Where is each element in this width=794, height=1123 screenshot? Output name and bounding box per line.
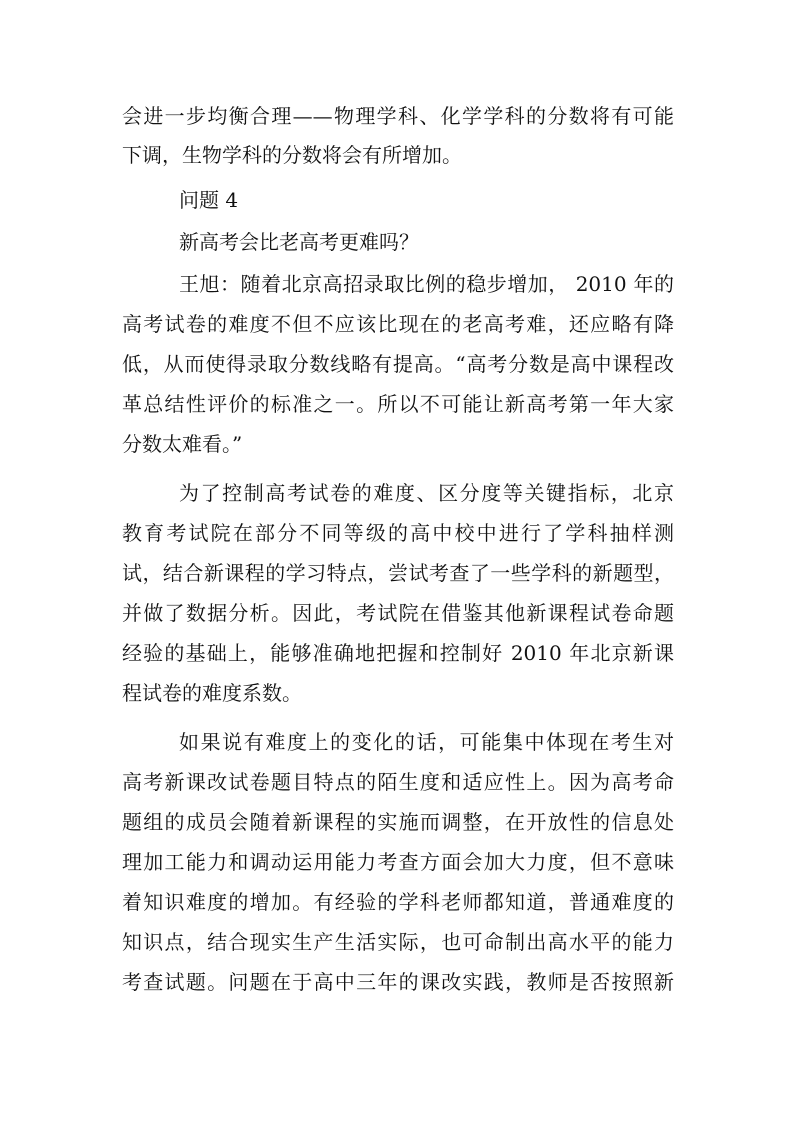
text-line: 低，从而使得录取分数线略有提高。“高考分数是高中课程改 xyxy=(122,352,674,376)
text-line: 理加工能力和调动运用能力考查方面会加大力度，但不意味 xyxy=(122,850,674,874)
section-heading: 问题 4 xyxy=(179,188,239,212)
text-line: 经验的基础上，能够准确地把握和控制好 2010 年北京新课 xyxy=(122,641,674,665)
text-line: 高考新课改试卷题目特点的陌生度和适应性上。因为高考命 xyxy=(122,770,674,794)
text-line: 如果说有难度上的变化的话，可能集中体现在考生对 xyxy=(179,730,674,754)
text-line: 题组的成员会随着新课程的实施而调整，在开放性的信息处 xyxy=(122,810,674,834)
question-text: 新高考会比老高考更难吗？ xyxy=(179,230,419,254)
text-line: 并做了数据分析。因此，考试院在借鉴其他新课程试卷命题 xyxy=(122,601,674,625)
text-line: 高考试卷的难度不但不应该比现在的老高考难，还应略有降 xyxy=(122,312,674,336)
text-line: 下调，生物学科的分数将会有所增加。 xyxy=(122,143,462,167)
text-line: 为了控制高考试卷的难度、区分度等关键指标，北京 xyxy=(179,481,674,505)
text-line: 试，结合新课程的学习特点，尝试考查了一些学科的新题型， xyxy=(122,561,674,585)
text-line: 分数太难看。” xyxy=(122,432,243,456)
text-line: 程试卷的难度系数。 xyxy=(122,681,302,705)
text-line: 考查试题。问题在于高中三年的课改实践，教师是否按照新 xyxy=(122,970,674,994)
text-line: 着知识难度的增加。有经验的学科老师都知道，普通难度的 xyxy=(122,890,674,914)
text-line: 会进一步均衡合理——物理学科、化学学科的分数将有可能 xyxy=(122,104,674,128)
text-line: 革总结性评价的标准之一。所以不可能让新高考第一年大家 xyxy=(122,392,674,416)
text-line: 王旭：随着北京高招录取比例的稳步增加， 2010 年的 xyxy=(179,272,674,296)
text-line: 知识点，结合现实生产生活实际，也可命制出高水平的能力 xyxy=(122,930,674,954)
text-line: 教育考试院在部分不同等级的高中校中进行了学科抽样测 xyxy=(122,521,674,545)
